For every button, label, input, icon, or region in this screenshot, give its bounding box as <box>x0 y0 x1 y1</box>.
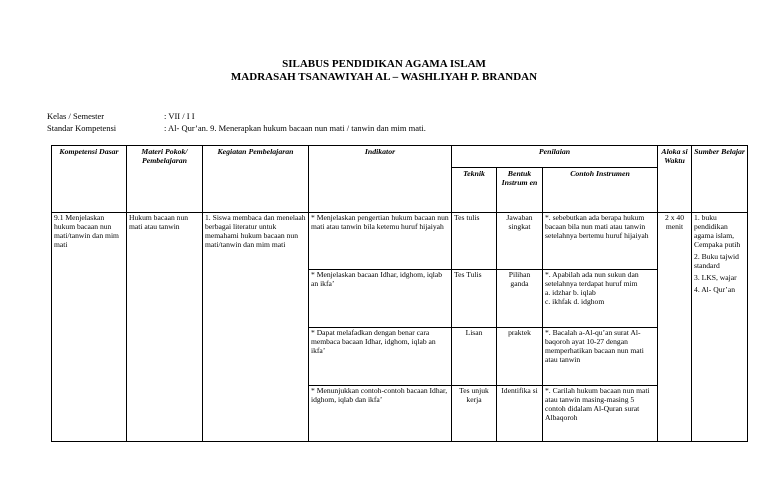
header-teknik: Teknik <box>452 168 497 213</box>
sk-label: Standar Kompetensi <box>47 123 117 133</box>
teknik-cell: Tes unjuk kerja <box>452 386 497 442</box>
teknik-cell: Lisan <box>452 328 497 386</box>
option-line: a. idzhar b. iqlab <box>545 287 596 297</box>
header-bentuk-instrumen: Bentuk Instrum en <box>497 168 543 213</box>
indikator-cell: * Menunjukkan contoh-contoh bacaan Idhar, idghom, iqlab dan ikfa’ <box>309 386 452 442</box>
header-alokasi-waktu: Aloka si Waktu <box>658 146 692 213</box>
header-sumber-belajar: Sumber Belajar <box>692 146 748 213</box>
teknik-cell: Tes Tulis <box>452 270 497 328</box>
option-line: c. ikhfak d. idghom <box>545 296 605 306</box>
kelas-value: : VII / I I <box>164 111 195 121</box>
silabus-table <box>51 145 748 442</box>
header-penilaian: Penilaian <box>452 146 658 168</box>
contoh-cell: *. sebebutkan ada berapa hukum bacaan bila nun mati atau tanwin setelahnya bertemu huruf hijaiyah <box>543 213 658 270</box>
kompetensi-dasar-cell: 9.1 Menjelaskan hukum bacaan nun mati/tanwin dan mim mati <box>52 213 127 442</box>
contoh-cell: *. Bacalah a-Al-qu’an surat Al-baqoroh ayat 10-27 dengan memperhatikan bacaan nun mati atau tanwin <box>543 328 658 386</box>
bentuk-cell: Identifika si <box>497 386 543 442</box>
header-contoh-instrumen: Contoh Instrumen <box>543 168 658 213</box>
sumber-item: 3. LKS, wajar <box>694 272 737 282</box>
document-title: SILABUS PENDIDIKAN AGAMA ISLAM <box>282 58 486 70</box>
kelas-label: Kelas / Semester <box>47 111 105 121</box>
bentuk-cell: Pilihan ganda <box>497 270 543 328</box>
contoh-cell: *. Carilah hukum bacaan nun mati atau tanwin masing-masing 5 contoh didalam Al-Quran surat Albaqoroh <box>543 386 658 442</box>
sumber-belajar-cell <box>692 213 748 442</box>
sumber-item: 1. buku pendidikan agama islam, Cempaka putih <box>694 213 741 249</box>
teknik-cell: Tes tulis <box>452 213 497 270</box>
contoh-text: *. Apabilah ada nun sukun dan setelahnya terdapat huruf mim <box>545 270 639 288</box>
header-kegiatan: Kegiatan Pembelajaran <box>203 146 309 213</box>
alokasi-waktu-cell: 2 x 40 menit <box>658 213 692 442</box>
header-kompetensi-dasar: Kompetensi Dasar <box>52 146 127 213</box>
document-subtitle: MADRASAH TSANAWIYAH AL – WASHLIYAH P. BRANDAN <box>230 71 538 83</box>
sk-value: : Al- Qur’an. 9. Menerapkan hukum bacaan nun mati / tanwin dan mim mati. <box>164 123 426 133</box>
bentuk-cell: praktek <box>497 328 543 386</box>
sumber-item: 4. Al- Qur’an <box>694 284 735 294</box>
indikator-cell: * Dapat melafadkan dengan benar cara membaca bacaan Idhar, idghom, iqlab an ikfa’ <box>309 328 452 386</box>
materi-pokok-cell: Hukum bacaan nun mati atau tanwin <box>127 213 203 442</box>
header-indikator: Indikator <box>309 146 452 213</box>
contoh-cell <box>543 270 658 328</box>
header-materi-pokok: Materi Pokok/ Pembelajaran <box>127 146 203 213</box>
bentuk-cell: Jawaban singkat <box>497 213 543 270</box>
table-row <box>52 213 748 270</box>
indikator-cell: * Menjelaskan bacaan Idhar, idghom, iqlab an ikfa’ <box>309 270 452 328</box>
indikator-cell: * Menjelaskan pengertian hukum bacaan nun mati atau tanwin bila ketemu huruf hijaiyah <box>309 213 452 270</box>
kegiatan-cell: 1. Siswa membaca dan menelaah berbagai literatur untuk memahami hukum bacaan nun mati/tanwin dan mim mati <box>203 213 309 442</box>
sumber-item: 2. Buku tajwid standard <box>694 251 739 270</box>
